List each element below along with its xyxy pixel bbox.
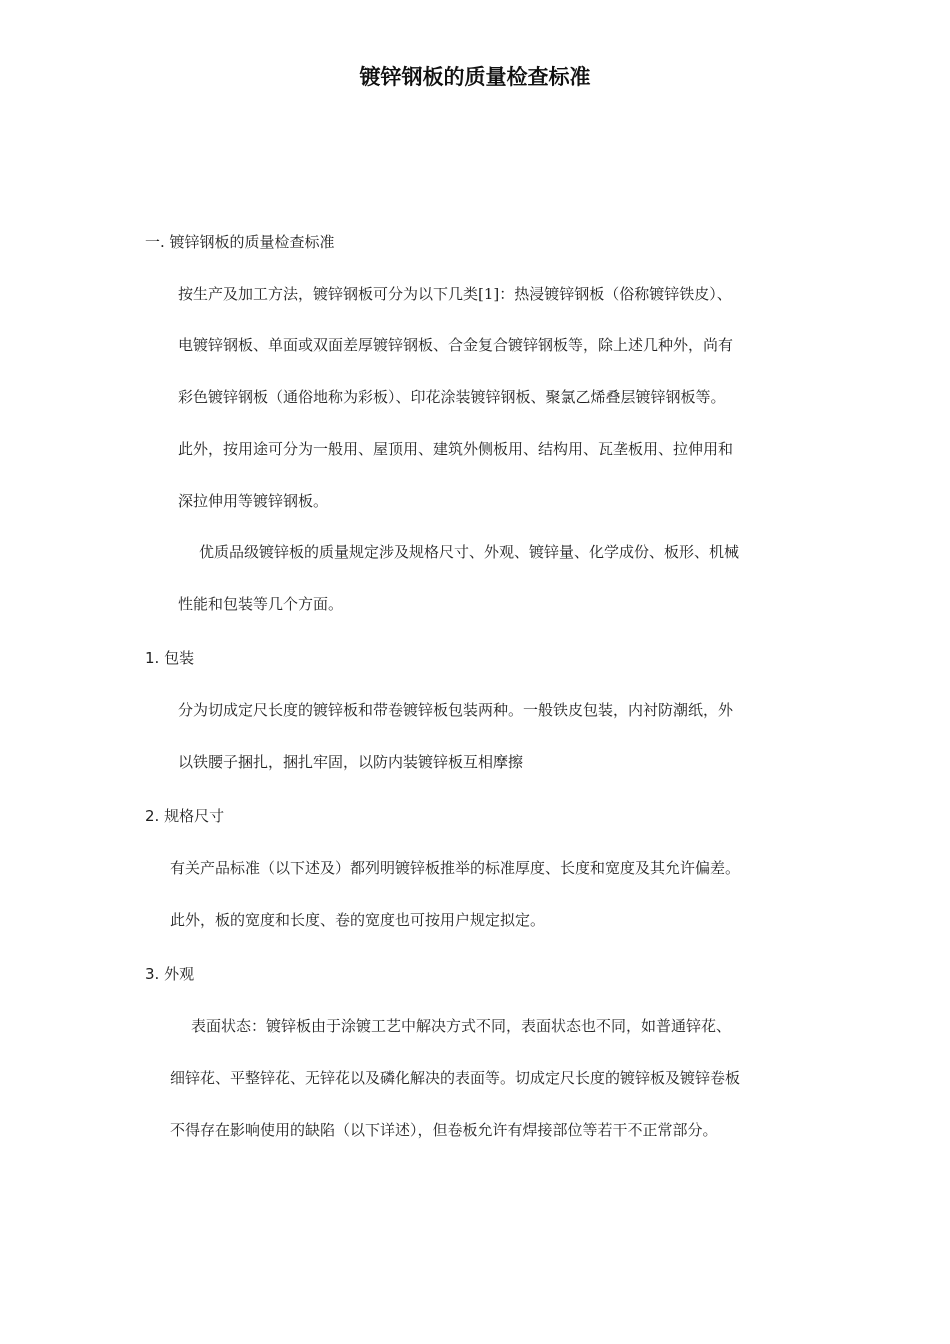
paragraph-line: 此外，板的宽度和长度、卷的宽度也可按用户规定拟定。 xyxy=(170,911,546,929)
paragraph-line: 按生产及加工方法，镀锌钢板可分为以下几类[1]：热浸镀锌钢板（俗称镀锌铁皮）、 xyxy=(178,285,732,303)
paragraph-line: 以铁腰子捆扎，捆扎牢固，以防内装镀锌板互相摩擦 xyxy=(178,753,524,771)
paragraph-line: 优质品级镀锌板的质量规定涉及规格尺寸、外观、镀锌量、化学成份、板形、机械 xyxy=(199,543,740,561)
paragraph-line: 电镀锌钢板、单面或双面差厚镀锌钢板、合金复合镀锌钢板等，除上述几种外，尚有 xyxy=(178,336,734,354)
item-number: 2. xyxy=(145,807,160,825)
paragraph-line: 有关产品标准（以下述及）都列明镀锌板推举的标准厚度、长度和宽度及其允许偏差。 xyxy=(170,859,741,877)
paragraph-line: 此外，按用途可分为一般用、屋顶用、建筑外侧板用、结构用、瓦垄板用、拉伸用和 xyxy=(178,440,734,458)
item-number: 3. xyxy=(145,965,160,983)
paragraph-line: 性能和包装等几个方面。 xyxy=(178,595,344,613)
paragraph-line: 细锌花、平整锌花、无锌花以及磷化解决的表面等。切成定尺长度的镀锌板及镀锌卷板 xyxy=(170,1069,741,1087)
item-heading xyxy=(145,963,194,985)
item-title: 外观 xyxy=(164,965,195,983)
item-heading xyxy=(145,647,194,669)
item-title: 规格尺寸 xyxy=(164,807,225,825)
paragraph-line: 彩色镀锌钢板（通俗地称为彩板）、印花涂装镀锌钢板、聚氯乙烯叠层镀锌钢板等。 xyxy=(178,388,726,406)
item-number: 1. xyxy=(145,649,160,667)
section-heading: 一. 镀锌钢板的质量检查标准 xyxy=(145,233,335,251)
document-title: 镀锌钢板的质量检查标准 xyxy=(359,65,591,89)
paragraph-line: 深拉伸用等镀锌钢板。 xyxy=(178,492,329,510)
paragraph-line: 不得存在影响使用的缺陷（以下详述），但卷板允许有焊接部位等若干不正常部分。 xyxy=(170,1121,718,1139)
paragraph-line: 表面状态：镀锌板由于涂镀工艺中解决方式不同，表面状态也不同，如普通锌花、 xyxy=(191,1017,732,1035)
paragraph-line: 分为切成定尺长度的镀锌板和带卷镀锌板包装两种。一般铁皮包装，内衬防潮纸，外 xyxy=(178,701,734,719)
item-title: 包装 xyxy=(164,649,195,667)
item-heading xyxy=(145,805,224,827)
